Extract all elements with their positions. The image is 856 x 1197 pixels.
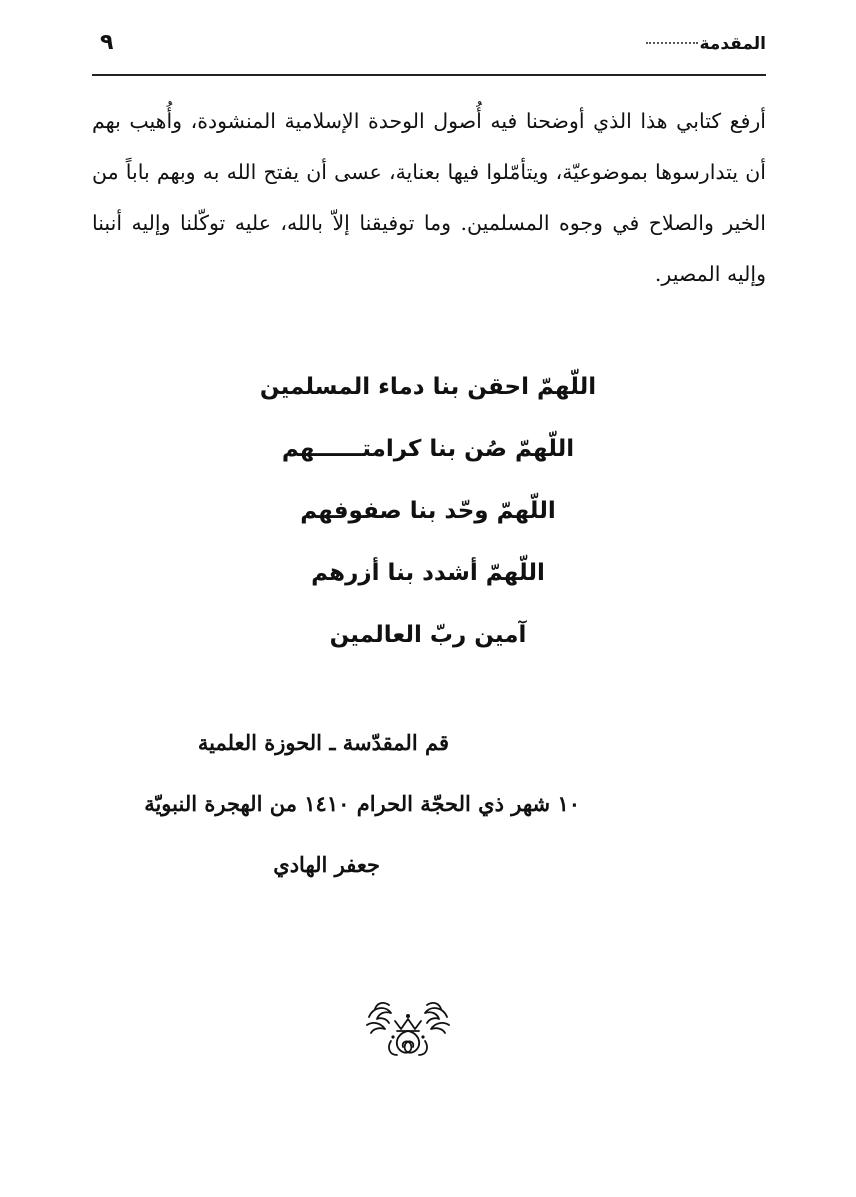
prayer-block bbox=[150, 358, 706, 668]
closing-paragraph: أرفع كتابي هذا الذي أوضحنا فيه أُصول الوحدة الإسلامية المنشودة، وأُهيب بهم أن يتدارسوها بموضوعيّة، ويتأمّلوا فيها بعناية، عسى أن يفتح الله به وبهم باباً من الخير والصلاح في وجوه المسلمين. وما توفيقنا إلاّ بالله، عليه توكّلنا وإليه أنبنا وإليه المصير. bbox=[92, 109, 766, 286]
page-number: ٩ bbox=[100, 30, 114, 55]
prayer-line: اللّهمّ احقن بنا دماء المسلمين bbox=[259, 374, 597, 400]
signature-place: قم المقدّسة ـ الحوزة العلمية bbox=[197, 730, 449, 755]
header-dot-leader bbox=[646, 42, 698, 44]
signature-date: ١٠ شهر ذي الحجّة الحرام ١٤١٠ من الهجرة النبويّة bbox=[144, 791, 580, 816]
page-header bbox=[92, 30, 766, 76]
header-divider bbox=[92, 74, 766, 76]
prayer-line: اللّهمّ وحّد بنا صفوفهم bbox=[300, 498, 556, 524]
prayer-line: اللّهمّ صُن بنا كرامتــــــهم bbox=[281, 436, 575, 462]
signature-author: جعفر الهادي bbox=[273, 852, 380, 877]
prayer-line-amen: آمين ربّ العالمين bbox=[329, 622, 527, 648]
chapter-title: المقدمة bbox=[699, 34, 766, 54]
prayer-line: اللّهمّ أشدد بنا أزرهم bbox=[311, 560, 545, 586]
floral-ornament-icon bbox=[363, 995, 453, 1059]
